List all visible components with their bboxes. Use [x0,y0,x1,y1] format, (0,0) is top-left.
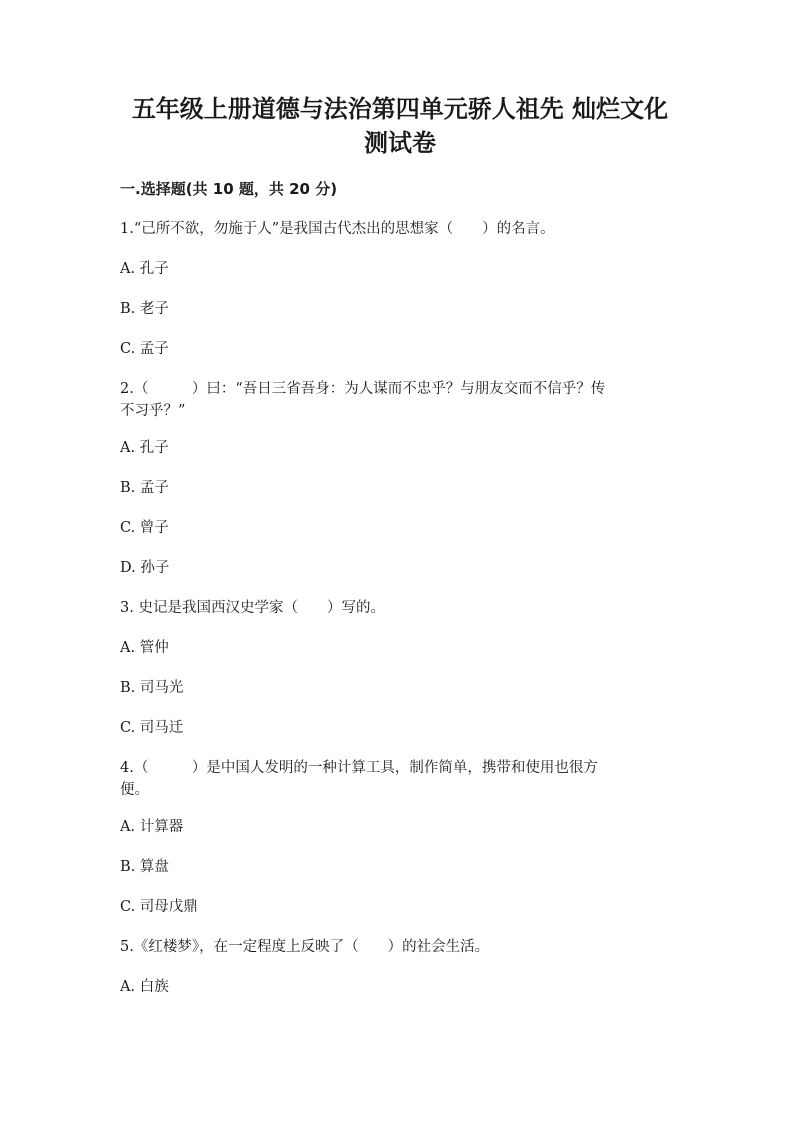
question-4-stem-line-2: 便。 [120,782,149,798]
question-2-option-d: D. 孙子 [120,560,170,576]
question-2-option-c: C. 曾子 [120,520,169,536]
question-4-option-a: A. 计算器 [120,819,184,835]
question-2-stem-line-2: 不习乎？” [120,403,186,419]
title-line-2: 测试卷 [364,129,436,157]
question-4-stem-line-1: 4.（ ）是中国人发明的一种计算工具，制作简单，携带和使用也很方 [120,760,598,776]
question-2-option-a: A. 孔子 [120,440,169,456]
question-2-stem-line-1: 2.（ ）曰：“吾日三省吾身：为人谋而不忠乎？与朋友交而不信乎？传 [120,381,606,397]
title-line-1: 五年级上册道德与法治第四单元骄人祖先 灿烂文化 [131,95,669,123]
question-3-option-b: B. 司马光 [120,680,184,696]
question-3-option-a: A. 管仲 [120,640,169,656]
question-1-option-c: C. 孟子 [120,341,169,357]
section-heading: 一.选择题(共 10 题，共 20 分) [120,180,338,198]
question-4-option-b: B. 算盘 [120,859,169,875]
question-1-option-a: A. 孔子 [120,261,169,277]
question-3-stem: 3. 史记是我国西汉史学家（ ）写的。 [120,600,385,616]
question-1-stem: 1.“己所不欲，勿施于人”是我国古代杰出的思想家（ ）的名言。 [120,221,555,237]
page-title [80,92,720,160]
question-1-option-b: B. 老子 [120,301,169,317]
question-2-option-b: B. 孟子 [120,480,169,496]
question-5-stem: 5.《红楼梦》，在一定程度上反映了（ ）的社会生活。 [120,939,490,955]
question-5-option-a: A. 白族 [120,979,169,995]
question-3-option-c: C. 司马迁 [120,720,184,736]
question-4-option-c: C. 司母戊鼎 [120,899,198,915]
